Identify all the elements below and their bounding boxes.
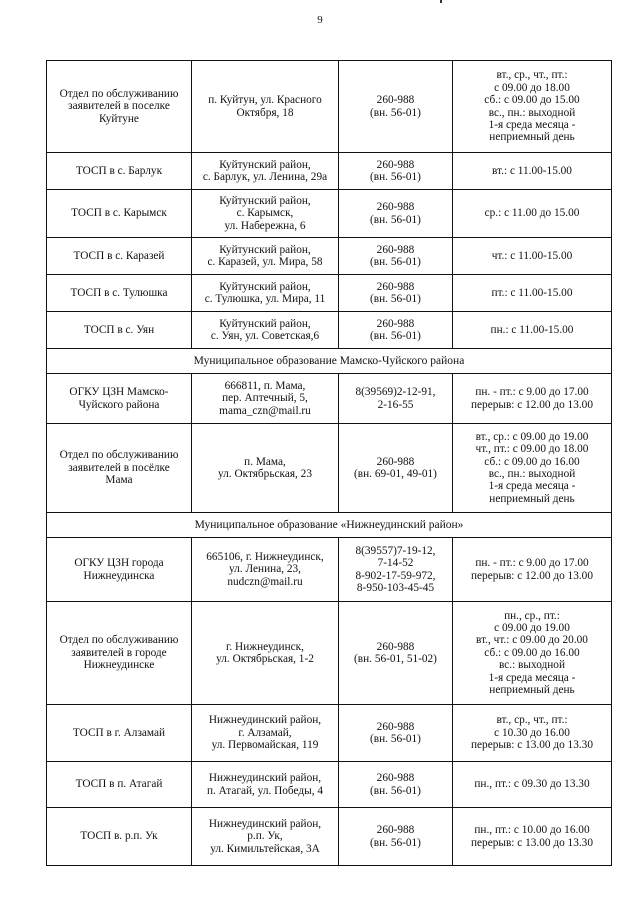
scan-speck <box>440 0 442 3</box>
table-row <box>47 808 612 866</box>
office-phone: 260-988 (вн. 69-01, 49-01) <box>339 424 453 513</box>
office-address: 665106, г. Нижнеудинск, ул. Ленина, 23, nudczn@mail.ru <box>192 538 339 602</box>
table-row <box>47 705 612 762</box>
offices-table <box>46 60 612 866</box>
office-hours: пн., пт.: с 09.30 до 13.30 <box>453 762 612 808</box>
section-row <box>47 513 612 538</box>
office-phone: 8(39569)2-12-91, 2-16-55 <box>339 374 453 424</box>
office-address: Куйтунский район, с. Каразей, ул. Мира, 58 <box>192 238 339 275</box>
office-address: п. Мама, ул. Октябрьская, 23 <box>192 424 339 513</box>
office-phone: 260-988 (вн. 56-01) <box>339 312 453 349</box>
office-address: Нижнеудинский район, г. Алзамай, ул. Первомайская, 119 <box>192 705 339 762</box>
office-name: ТОСП в с. Каразей <box>47 238 192 275</box>
office-name: Отдел по обслуживанию заявителей в поселке Куйтуне <box>47 61 192 153</box>
office-name: ТОСП в с. Карымск <box>47 190 192 238</box>
office-address: г. Нижнеудинск, ул. Октябрьская, 1-2 <box>192 602 339 705</box>
office-address: Куйтунский район, с. Карымск, ул. Набережна, 6 <box>192 190 339 238</box>
office-name: ТОСП в с. Барлук <box>47 153 192 190</box>
section-row <box>47 349 612 374</box>
office-name: Отдел по обслуживанию заявителей в городе Нижнеудинске <box>47 602 192 705</box>
page-number: 9 <box>317 14 323 26</box>
table-row <box>47 602 612 705</box>
office-address: п. Куйтун, ул. Красного Октября, 18 <box>192 61 339 153</box>
table-row <box>47 153 612 190</box>
office-name: ТОСП в с. Тулюшка <box>47 275 192 312</box>
office-phone: 260-988 (вн. 56-01) <box>339 275 453 312</box>
table-row <box>47 238 612 275</box>
office-address: Нижнеудинский район, п. Атагай, ул. Победы, 4 <box>192 762 339 808</box>
table-row <box>47 424 612 513</box>
office-hours: пн., пт.: с 10.00 до 16.00 перерыв: с 13.00 до 13.30 <box>453 808 612 866</box>
table-row <box>47 762 612 808</box>
table-row <box>47 190 612 238</box>
office-hours: пн. - пт.: с 9.00 до 17.00 перерыв: с 12.00 до 13.00 <box>453 374 612 424</box>
table-row <box>47 275 612 312</box>
office-hours: вт., ср., чт., пт.: с 10.30 до 16.00 перерыв: с 13.00 до 13.30 <box>453 705 612 762</box>
office-address: Куйтунский район, с. Тулюшка, ул. Мира, 11 <box>192 275 339 312</box>
office-hours: пн.: с 11.00-15.00 <box>453 312 612 349</box>
office-hours: чт.: с 11.00-15.00 <box>453 238 612 275</box>
office-address: Куйтунский район, с. Барлук, ул. Ленина, 29а <box>192 153 339 190</box>
office-name: ОГКУ ЦЗН города Нижнеудинска <box>47 538 192 602</box>
table-row <box>47 538 612 602</box>
office-name: Отдел по обслуживанию заявителей в посёлке Мама <box>47 424 192 513</box>
table-row <box>47 312 612 349</box>
table-row <box>47 61 612 153</box>
office-phone: 260-988 (вн. 56-01) <box>339 238 453 275</box>
office-phone: 260-988 (вн. 56-01) <box>339 705 453 762</box>
office-name: ТОСП в п. Атагай <box>47 762 192 808</box>
office-hours: вт., ср., чт., пт.: с 09.00 до 18.00 сб.: с 09.00 до 15.00 вс., пн.: выходной 1-я среда месяца - неприемный день <box>453 61 612 153</box>
office-name: ТОСП в с. Уян <box>47 312 192 349</box>
office-name: ТОСП в. р.п. Ук <box>47 808 192 866</box>
office-hours: пн., ср., пт.: с 09.00 до 19.00 вт., чт.: с 09.00 до 20.00 сб.: с 09.00 до 16.00 вс.: выходной 1-я среда месяца - неприемный день <box>453 602 612 705</box>
office-phone: 260-988 (вн. 56-01) <box>339 762 453 808</box>
office-phone: 8(39557)7-19-12, 7-14-52 8-902-17-59-972, 8-950-103-45-45 <box>339 538 453 602</box>
office-name: ТОСП в г. Алзамай <box>47 705 192 762</box>
section-title: Муниципальное образование Мамско-Чуйского района <box>47 349 612 374</box>
office-phone: 260-988 (вн. 56-01) <box>339 61 453 153</box>
office-phone: 260-988 (вн. 56-01) <box>339 153 453 190</box>
office-address: Нижнеудинский район, р.п. Ук, ул. Кимильтейская, 3А <box>192 808 339 866</box>
office-hours: пн. - пт.: с 9.00 до 17.00 перерыв: с 12.00 до 13.00 <box>453 538 612 602</box>
office-hours: вт., ср.: с 09.00 до 19.00 чт., пт.: с 09.00 до 18.00 сб.: с 09.00 до 16.00 вс., пн.: выходной 1-я среда месяца - неприемный день <box>453 424 612 513</box>
office-hours: ср.: с 11.00 до 15.00 <box>453 190 612 238</box>
office-phone: 260-988 (вн. 56-01, 51-02) <box>339 602 453 705</box>
office-name: ОГКУ ЦЗН Мамско- Чуйского района <box>47 374 192 424</box>
office-hours: вт.: с 11.00-15.00 <box>453 153 612 190</box>
office-address: 666811, п. Мама, пер. Аптечный, 5, mama_czn@mail.ru <box>192 374 339 424</box>
table-row <box>47 374 612 424</box>
office-phone: 260-988 (вн. 56-01) <box>339 808 453 866</box>
section-title: Муниципальное образование «Нижнеудинский район» <box>47 513 612 538</box>
office-phone: 260-988 (вн. 56-01) <box>339 190 453 238</box>
office-address: Куйтунский район, с. Уян, ул. Советская,6 <box>192 312 339 349</box>
office-hours: пт.: с 11.00-15.00 <box>453 275 612 312</box>
